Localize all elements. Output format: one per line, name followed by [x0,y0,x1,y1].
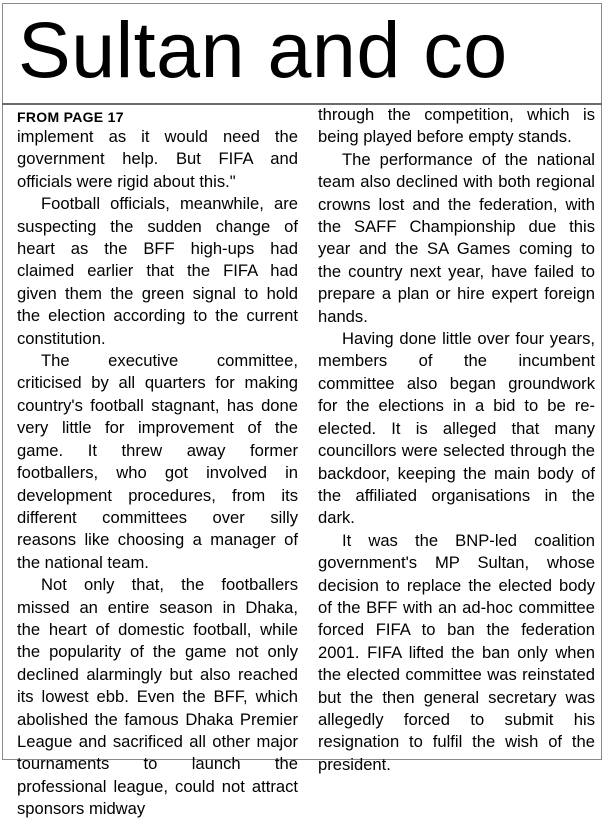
paragraph: Not only that, the footballers missed an entire season in Dhaka, the heart of domestic football, while the popularity of the game not only declined alarmingly but also reached its lowest ebb. Even the BFF, which abolished the famous Dhaka Premier League and sacrificed all other major tournaments to launch the professional league, could not attract sponsors midway [17,575,298,819]
paragraph: The performance of the national team also declined with both regional crowns lost and the federation, with the SAFF Championship due this year and the SA Games coming to the country next year, have failed to prepare a plan or hire expert foreign hands. [318,149,595,326]
continuation-kicker: FROM PAGE 17 [17,109,124,125]
paragraph: implement as it would need the government help. But FIFA and officials were rigid about this." [17,127,298,191]
paragraph: through the competition, which is being played before empty stands. [318,105,595,147]
paragraph: Having done little over four years, members of the incumbent committee also began groundwork for the elections in a bid to be re-elected. It is alleged that many councillors were selected through the backdoor, keeping the main body of the affiliated organisations in the dark. [318,329,595,528]
article-column-left [17,104,298,821]
article-headline: Sultan and co [18,5,508,94]
article-column-right [318,104,595,776]
paragraph: Football officials, meanwhile, are suspecting the sudden change of heart as the BFF high-ups had claimed earlier that the FIFA had given them the green signal to hold the election according to the current constitution. [17,194,298,348]
paragraph: The executive committee, criticised by all quarters for making country's football stagnant, has done very little for improvement of the game. It threw away former footballers, who got involved in development procedures, from its different committees over silly reasons like choosing a manager of the national team. [17,351,298,572]
paragraph: It was the BNP-led coalition government's MP Sultan, whose decision to replace the elected body of the BFF with an ad-hoc committee forced FIFA to ban the federation 2001. FIFA lifted the ban only when the elected committee was reinstated but the then general secretary was allegedly forced to submit his resignation to fulfil the wish of the president. [318,530,595,774]
